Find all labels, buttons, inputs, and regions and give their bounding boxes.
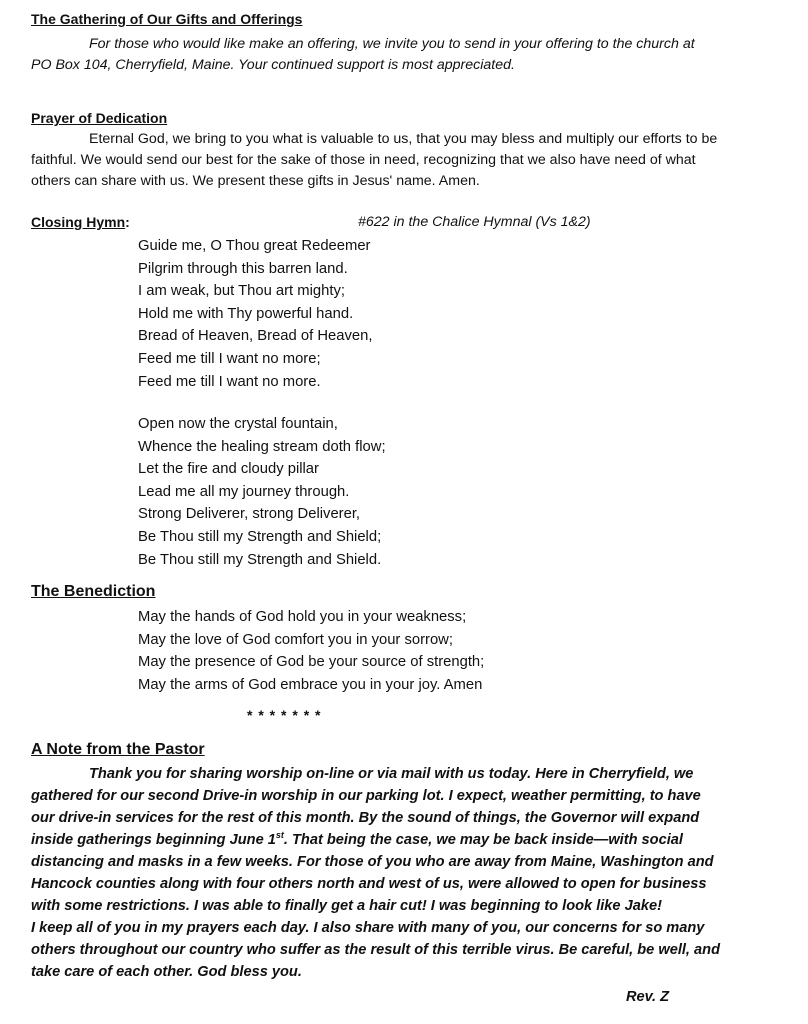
hymn-verse-1-line: Hold me with Thy powerful hand.: [138, 305, 354, 322]
dedication-heading: Prayer of Dedication: [31, 110, 168, 126]
note-line-5: distancing and masks in a few weeks. For those of you who are away from Maine, Washington and: [31, 854, 714, 870]
note-line-4-end: . That being the case, we may be back inside—with social: [283, 832, 683, 848]
note-line-3: our drive-in services for the rest of this month. By the sound of things, the Governor will expand: [31, 810, 700, 826]
hymn-verse-1-line: Bread of Heaven, Bread of Heaven,: [138, 328, 373, 345]
note-line-4-start: inside gatherings beginning June 1: [31, 832, 276, 848]
hymn-verse-2-line: Strong Deliverer, strong Deliverer,: [138, 506, 361, 523]
note-line-4: [31, 832, 683, 848]
hymn-verse-1-line: Feed me till I want no more;: [138, 350, 321, 367]
note-line-8: I keep all of you in my prayers each day. I also share with many of you, our concerns for so many: [31, 920, 705, 936]
hymn-reference: #622 in the Chalice Hymnal (Vs 1&2): [358, 214, 591, 230]
note-line-4-superscript: st: [275, 830, 284, 841]
section-separator: * * * * * * *: [247, 707, 322, 723]
note-line-1: Thank you for sharing worship on-line or via mail with us today. Here in Cherryfield, we: [89, 766, 694, 782]
note-line-10: take care of each other. God bless you.: [31, 964, 302, 980]
note-line-9: others throughout our country who suffer as the result of this terrible virus. Be careful, be well, and: [31, 942, 720, 958]
hymn-verse-1-line: I am weak, but Thou art mighty;: [138, 283, 345, 300]
note-line-6: Hancock counties along with four others north and west of us, were allowed to open for business: [31, 876, 707, 892]
hymn-verse-2: [138, 413, 386, 571]
benediction-line: May the arms of God embrace you in your joy. Amen: [138, 676, 483, 693]
hymn-verse-2-line: Whence the healing stream doth flow;: [138, 438, 386, 455]
hymn-verse-2-line: Let the fire and cloudy pillar: [138, 461, 319, 478]
benediction-line: May the love of God comfort you in your sorrow;: [138, 631, 453, 648]
benediction-text: [138, 606, 484, 696]
hymn-heading: Closing Hymn: [31, 214, 126, 230]
dedication-line-1: Eternal God, we bring to you what is valuable to us, that you may bless and multiply our efforts to be: [89, 131, 718, 147]
hymn-heading-row: [31, 214, 130, 230]
hymn-verse-2-line: Lead me all my journey through.: [138, 483, 350, 500]
hymn-verse-2-line: Be Thou still my Strength and Shield;: [138, 528, 382, 545]
benediction-line: May the hands of God hold you in your weakness;: [138, 609, 467, 625]
dedication-line-2: faithful. We would send our best for the sake of those in need, recognizing that we also have need of what: [31, 152, 696, 168]
offerings-line-2: PO Box 104, Cherryfield, Maine. Your continued support is most appreciated.: [31, 57, 515, 73]
hymn-verse-1-line: Guide me, O Thou great Redeemer: [138, 238, 371, 254]
hymn-heading-colon: :: [125, 214, 130, 230]
note-line-2: gathered for our second Drive-in worship in our parking lot. I expect, weather permitting, to have: [31, 788, 701, 804]
note-heading: A Note from the Pastor: [31, 741, 205, 758]
hymn-verse-1-line: Feed me till I want no more.: [138, 373, 321, 390]
pastor-signature: Rev. Z: [626, 989, 669, 1005]
hymn-verse-1-line: Pilgrim through this barren land.: [138, 260, 348, 277]
hymn-verse-2-line: Open now the crystal fountain,: [138, 416, 338, 432]
hymn-verse-1: [138, 235, 372, 393]
benediction-line: May the presence of God be your source of strength;: [138, 654, 485, 671]
hymn-verse-2-line: Be Thou still my Strength and Shield.: [138, 551, 382, 568]
benediction-heading: The Benediction: [31, 583, 156, 600]
dedication-line-3: others can share with us. We present these gifts in Jesus' name. Amen.: [31, 173, 480, 189]
offerings-line-1: For those who would like make an offering, we invite you to send in your offering to the church at: [89, 36, 695, 52]
note-line-7: with some restrictions. I was able to finally get a hair cut! I was beginning to look like Jake!: [31, 898, 662, 914]
offerings-heading: The Gathering of Our Gifts and Offerings: [31, 11, 303, 27]
